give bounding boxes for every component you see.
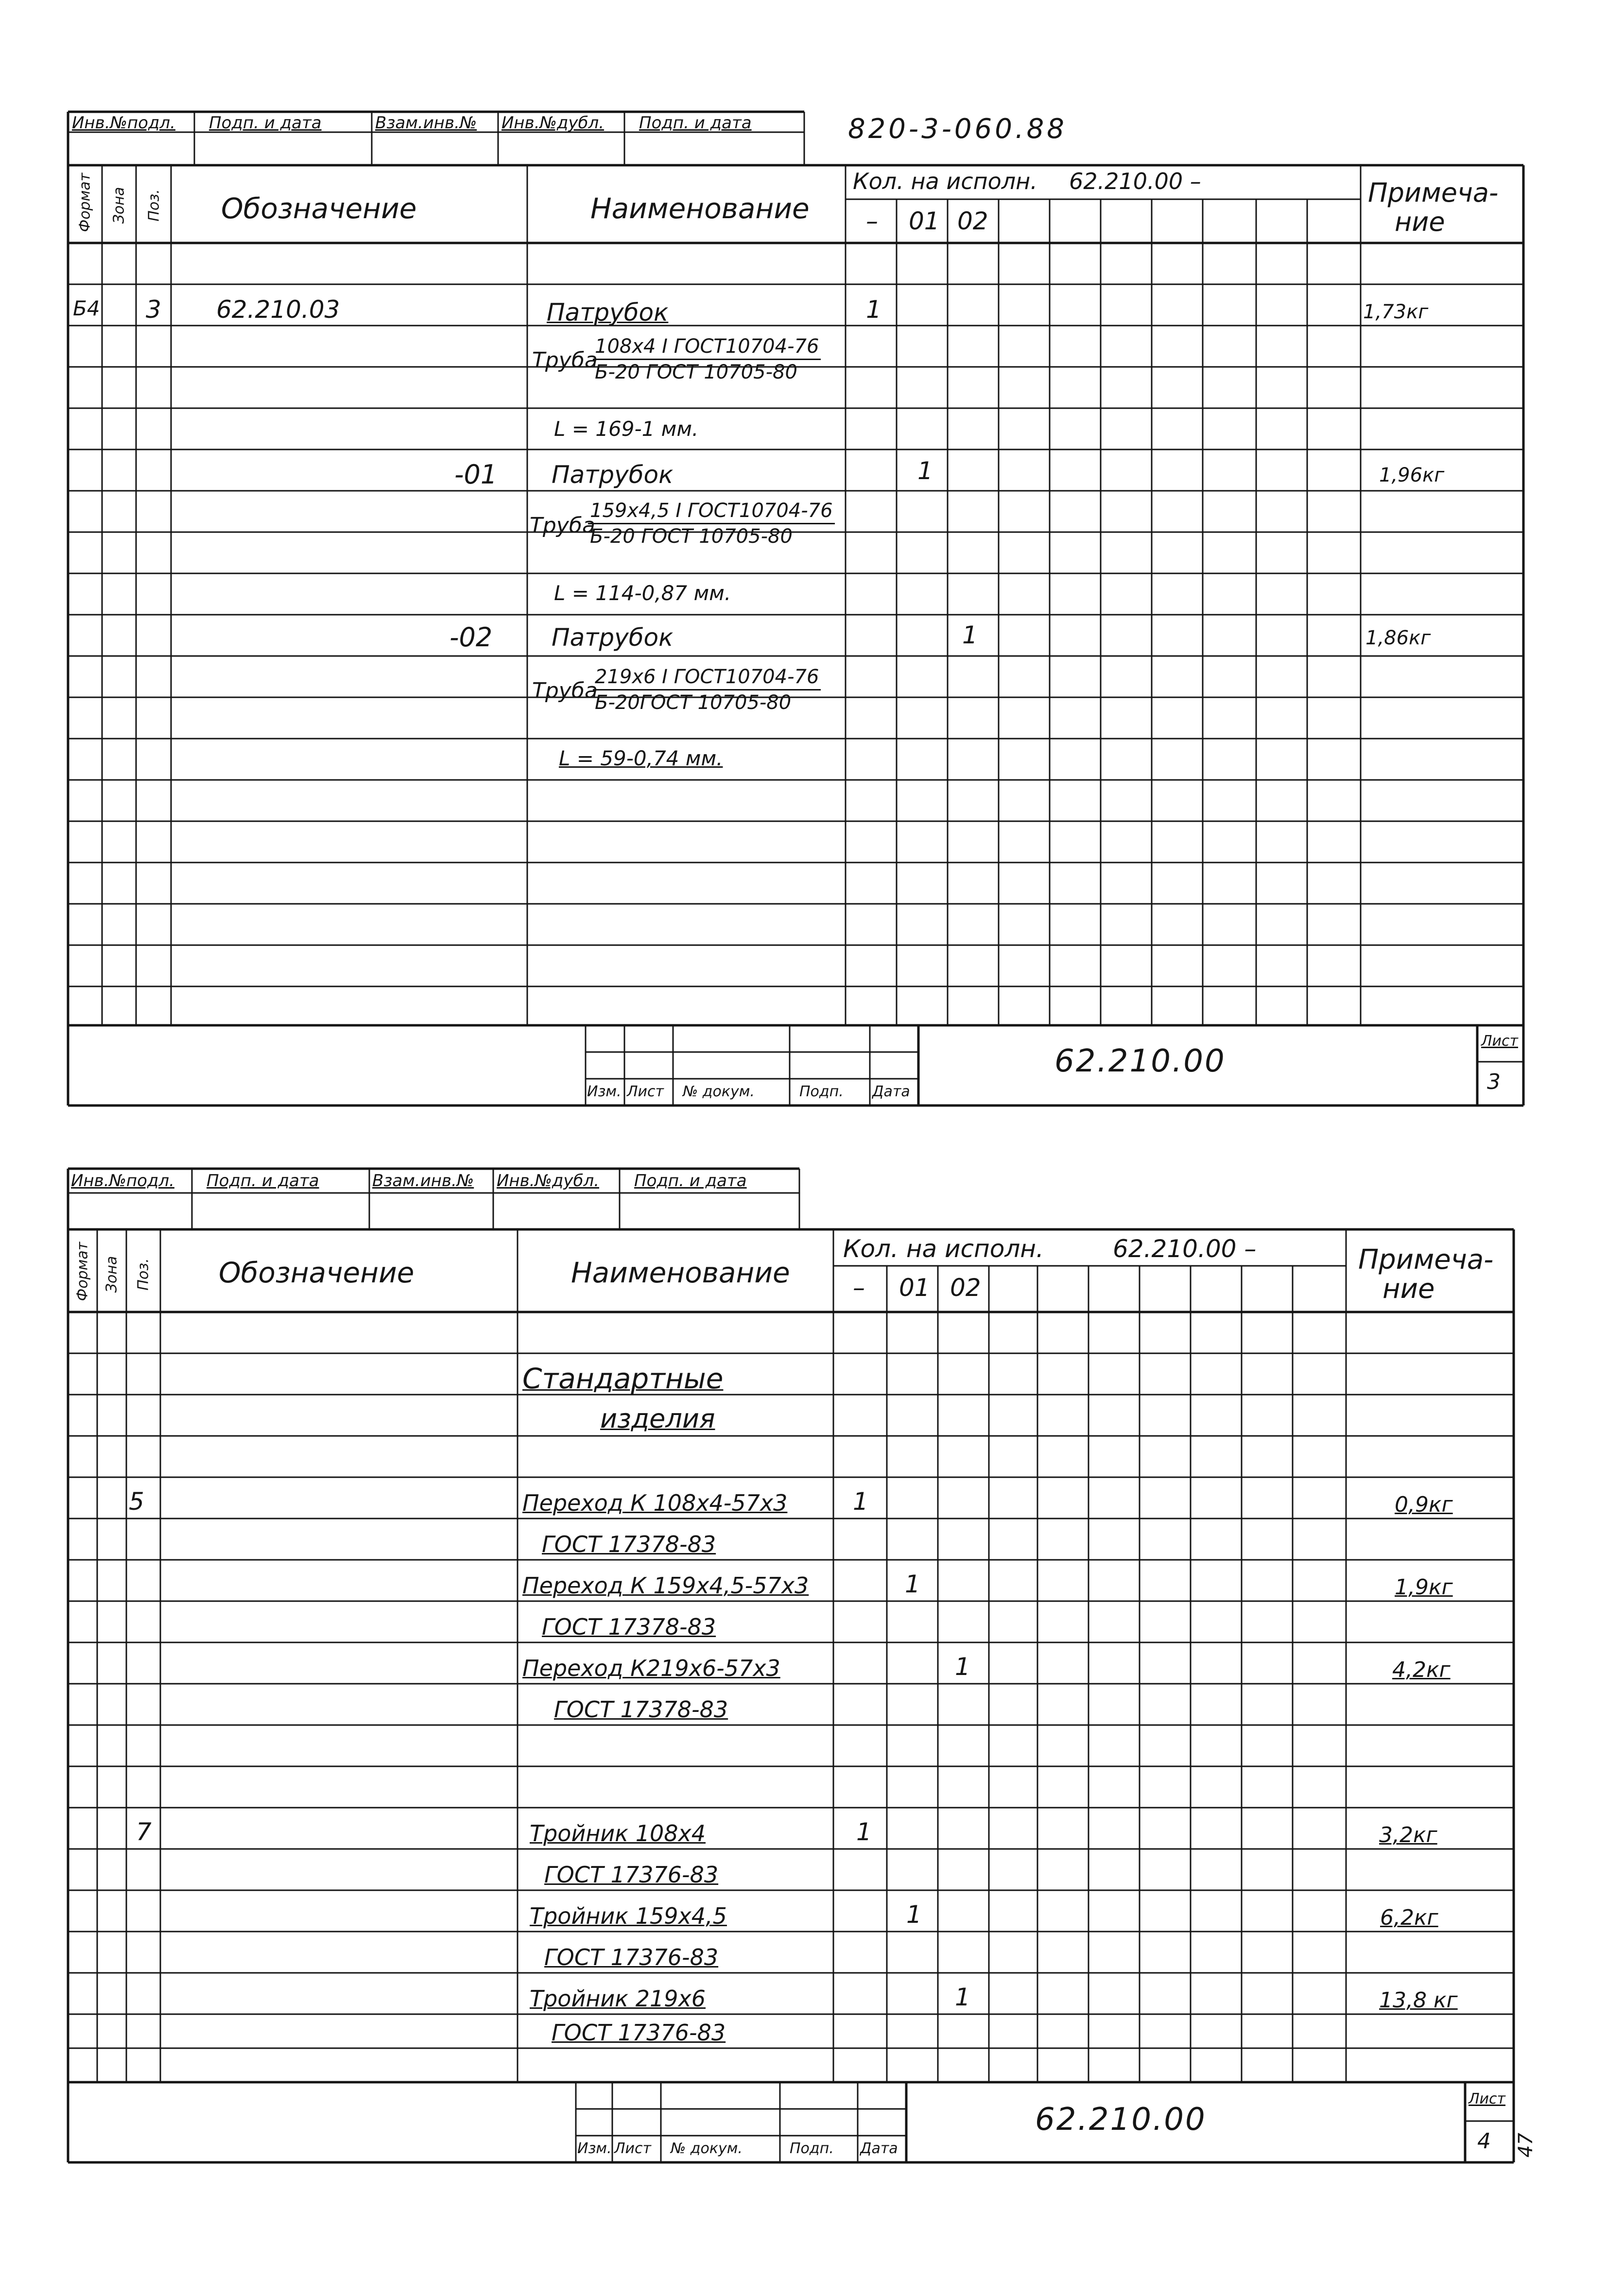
col-designation-label: Обозначение	[221, 192, 417, 225]
row-note: 1,86кг	[1365, 627, 1431, 649]
pipe-spec-top: 219х6 I ГОСТ10704-76	[593, 666, 821, 691]
row-qty: 1	[917, 457, 933, 485]
row-qty: 1	[962, 621, 978, 649]
row-note: 4,2кг	[1392, 1657, 1451, 1682]
row-gost: ГОСТ 17376-83	[544, 1862, 719, 1888]
stamp-inv-podl: Инв.№подл.	[72, 113, 175, 133]
tb-sign-label: Подп.	[799, 1083, 844, 1100]
stamp-podp-data-2: Подп. и дата	[634, 1171, 747, 1191]
pipe-spec-top: 108х4 I ГОСТ10704-76	[593, 335, 821, 360]
col-note-label-2: ние	[1382, 1273, 1435, 1305]
row-qty: 1	[856, 1818, 872, 1846]
row-qty: 1	[906, 1900, 922, 1929]
stamp-inv-dubl: Инв.№дубл.	[497, 1171, 600, 1191]
col-qty-title: Кол. на исполн.	[853, 168, 1037, 194]
margin-page-mark: 47	[1515, 2133, 1537, 2158]
stamp-podp-data: Подп. и дата	[207, 1171, 319, 1191]
row-note: 1,73кг	[1363, 301, 1429, 323]
col-pos-label: Поз.	[135, 1258, 152, 1291]
row-gost: ГОСТ 17378-83	[554, 1696, 728, 1723]
row-qty: 1	[853, 1487, 868, 1516]
doc-code: 820-3-060.88	[848, 113, 1067, 145]
row-note: 1,9кг	[1395, 1575, 1453, 1600]
col-name-label: Наименование	[590, 192, 810, 225]
pipe-length: L = 59-0,74 мм.	[559, 746, 723, 770]
tb-sheet-label: Лист	[1469, 2090, 1506, 2107]
row-note: 0,9кг	[1395, 1492, 1453, 1517]
row-name: Тройник 219х6	[530, 1985, 706, 2012]
pipe-prefix: Труба	[532, 348, 598, 373]
row-designation: -01	[454, 459, 498, 490]
col-zone-label: Зона	[110, 187, 128, 224]
row-qty: 1	[866, 295, 881, 324]
col-variant-base: –	[866, 207, 878, 235]
row-pos: 5	[129, 1487, 144, 1516]
col-format-label: Формат	[74, 1242, 91, 1301]
stamp-vzam-inv: Взам.инв.№	[375, 113, 477, 133]
row-pos: 7	[136, 1818, 152, 1846]
row-designation: -02	[449, 622, 493, 653]
row-pos: 3	[146, 295, 161, 324]
col-note-label-1: Примеча-	[1358, 1244, 1494, 1276]
stamp-podp-data-2: Подп. и дата	[639, 113, 752, 133]
col-variant-02: 02	[957, 207, 988, 235]
col-name-label: Наименование	[571, 1256, 790, 1289]
row-qty: 1	[955, 1653, 970, 1681]
row-name: Патрубок	[552, 461, 674, 489]
row-gost: ГОСТ 17376-83	[552, 2020, 726, 2046]
col-variant-base: –	[853, 1274, 865, 1302]
col-variant-01: 01	[909, 207, 940, 235]
pipe-prefix: Труба	[530, 513, 595, 538]
tb-list-label: Лист	[614, 2140, 652, 2157]
tb-docno-label: № докум.	[671, 2140, 743, 2157]
tb-izm-label: Изм.	[587, 1083, 622, 1100]
row-gost: ГОСТ 17376-83	[544, 1944, 719, 1970]
row-designation: 62.210.03	[216, 295, 340, 324]
col-note-label-1: Примеча-	[1368, 177, 1499, 208]
col-designation-label: Обозначение	[219, 1256, 415, 1289]
tb-izm-label: Изм.	[577, 2140, 612, 2157]
col-qty-title: Кол. на исполн.	[843, 1235, 1044, 1263]
row-qty: 1	[955, 1983, 970, 2011]
row-name: Патрубок	[552, 623, 674, 652]
pipe-length: L = 169-1 мм.	[554, 417, 699, 441]
col-variant-01: 01	[899, 1274, 930, 1302]
row-gost: ГОСТ 17378-83	[542, 1531, 716, 1557]
row-note: 6,2кг	[1380, 1905, 1438, 1930]
stamp-podp-data: Подп. и дата	[209, 113, 322, 133]
tb-sheet-number: 4	[1477, 2129, 1491, 2154]
row-name: Патрубок	[547, 298, 669, 327]
row-format: Б4	[73, 296, 100, 320]
row-gost: ГОСТ 17378-83	[542, 1614, 716, 1640]
pipe-spec-top: 159х4,5 I ГОСТ10704-76	[588, 500, 835, 524]
stamp-inv-dubl: Инв.№дубл.	[501, 113, 605, 133]
row-note: 3,2кг	[1379, 1823, 1437, 1847]
row-name: Тройник 108х4	[530, 1820, 706, 1847]
row-name: Тройник 159х4,5	[530, 1903, 727, 1929]
col-zone-label: Зона	[103, 1256, 121, 1293]
tb-sign-label: Подп.	[790, 2140, 834, 2157]
stamp-inv-podl: Инв.№подл.	[71, 1171, 174, 1191]
tb-docno-label: № докум.	[683, 1083, 755, 1100]
row-qty: 1	[905, 1570, 920, 1598]
col-qty-base: 62.210.00 –	[1113, 1235, 1257, 1263]
row-note: 1,96кг	[1379, 464, 1445, 486]
pipe-spec-bottom: Б-20 ГОСТ 10705-80	[590, 525, 793, 548]
pipe-spec-bottom: Б-20 ГОСТ 10705-80	[595, 361, 797, 383]
tb-sheet-number: 3	[1487, 1070, 1501, 1094]
stamp-vzam-inv: Взам.инв.№	[372, 1171, 474, 1191]
tb-sheet-label: Лист	[1481, 1033, 1519, 1050]
row-name: Переход К219х6-57х3	[522, 1655, 780, 1681]
section-heading-1: Стандартные	[522, 1362, 724, 1395]
tb-list-label: Лист	[627, 1083, 664, 1100]
row-name: Переход К 108х4-57х3	[522, 1490, 788, 1516]
pipe-prefix: Труба	[532, 678, 598, 703]
row-name: Переход К 159х4,5-57х3	[522, 1572, 809, 1599]
tb-date-label: Дата	[860, 2140, 898, 2157]
section-heading-2: изделия	[600, 1403, 715, 1434]
col-format-label: Формат	[76, 173, 94, 232]
pipe-spec-bottom: Б-20ГОСТ 10705-80	[595, 691, 792, 714]
col-pos-label: Поз.	[145, 189, 163, 222]
tb-designation: 62.210.00	[1054, 1043, 1226, 1079]
row-note: 13,8 кг	[1379, 1988, 1458, 2013]
col-note-label-2: ние	[1395, 207, 1445, 237]
pipe-length: L = 114-0,87 мм.	[554, 581, 731, 605]
col-variant-02: 02	[950, 1274, 981, 1302]
tb-date-label: Дата	[872, 1083, 910, 1100]
col-qty-base: 62.210.00 –	[1069, 168, 1201, 194]
tb-designation: 62.210.00	[1035, 2102, 1207, 2138]
